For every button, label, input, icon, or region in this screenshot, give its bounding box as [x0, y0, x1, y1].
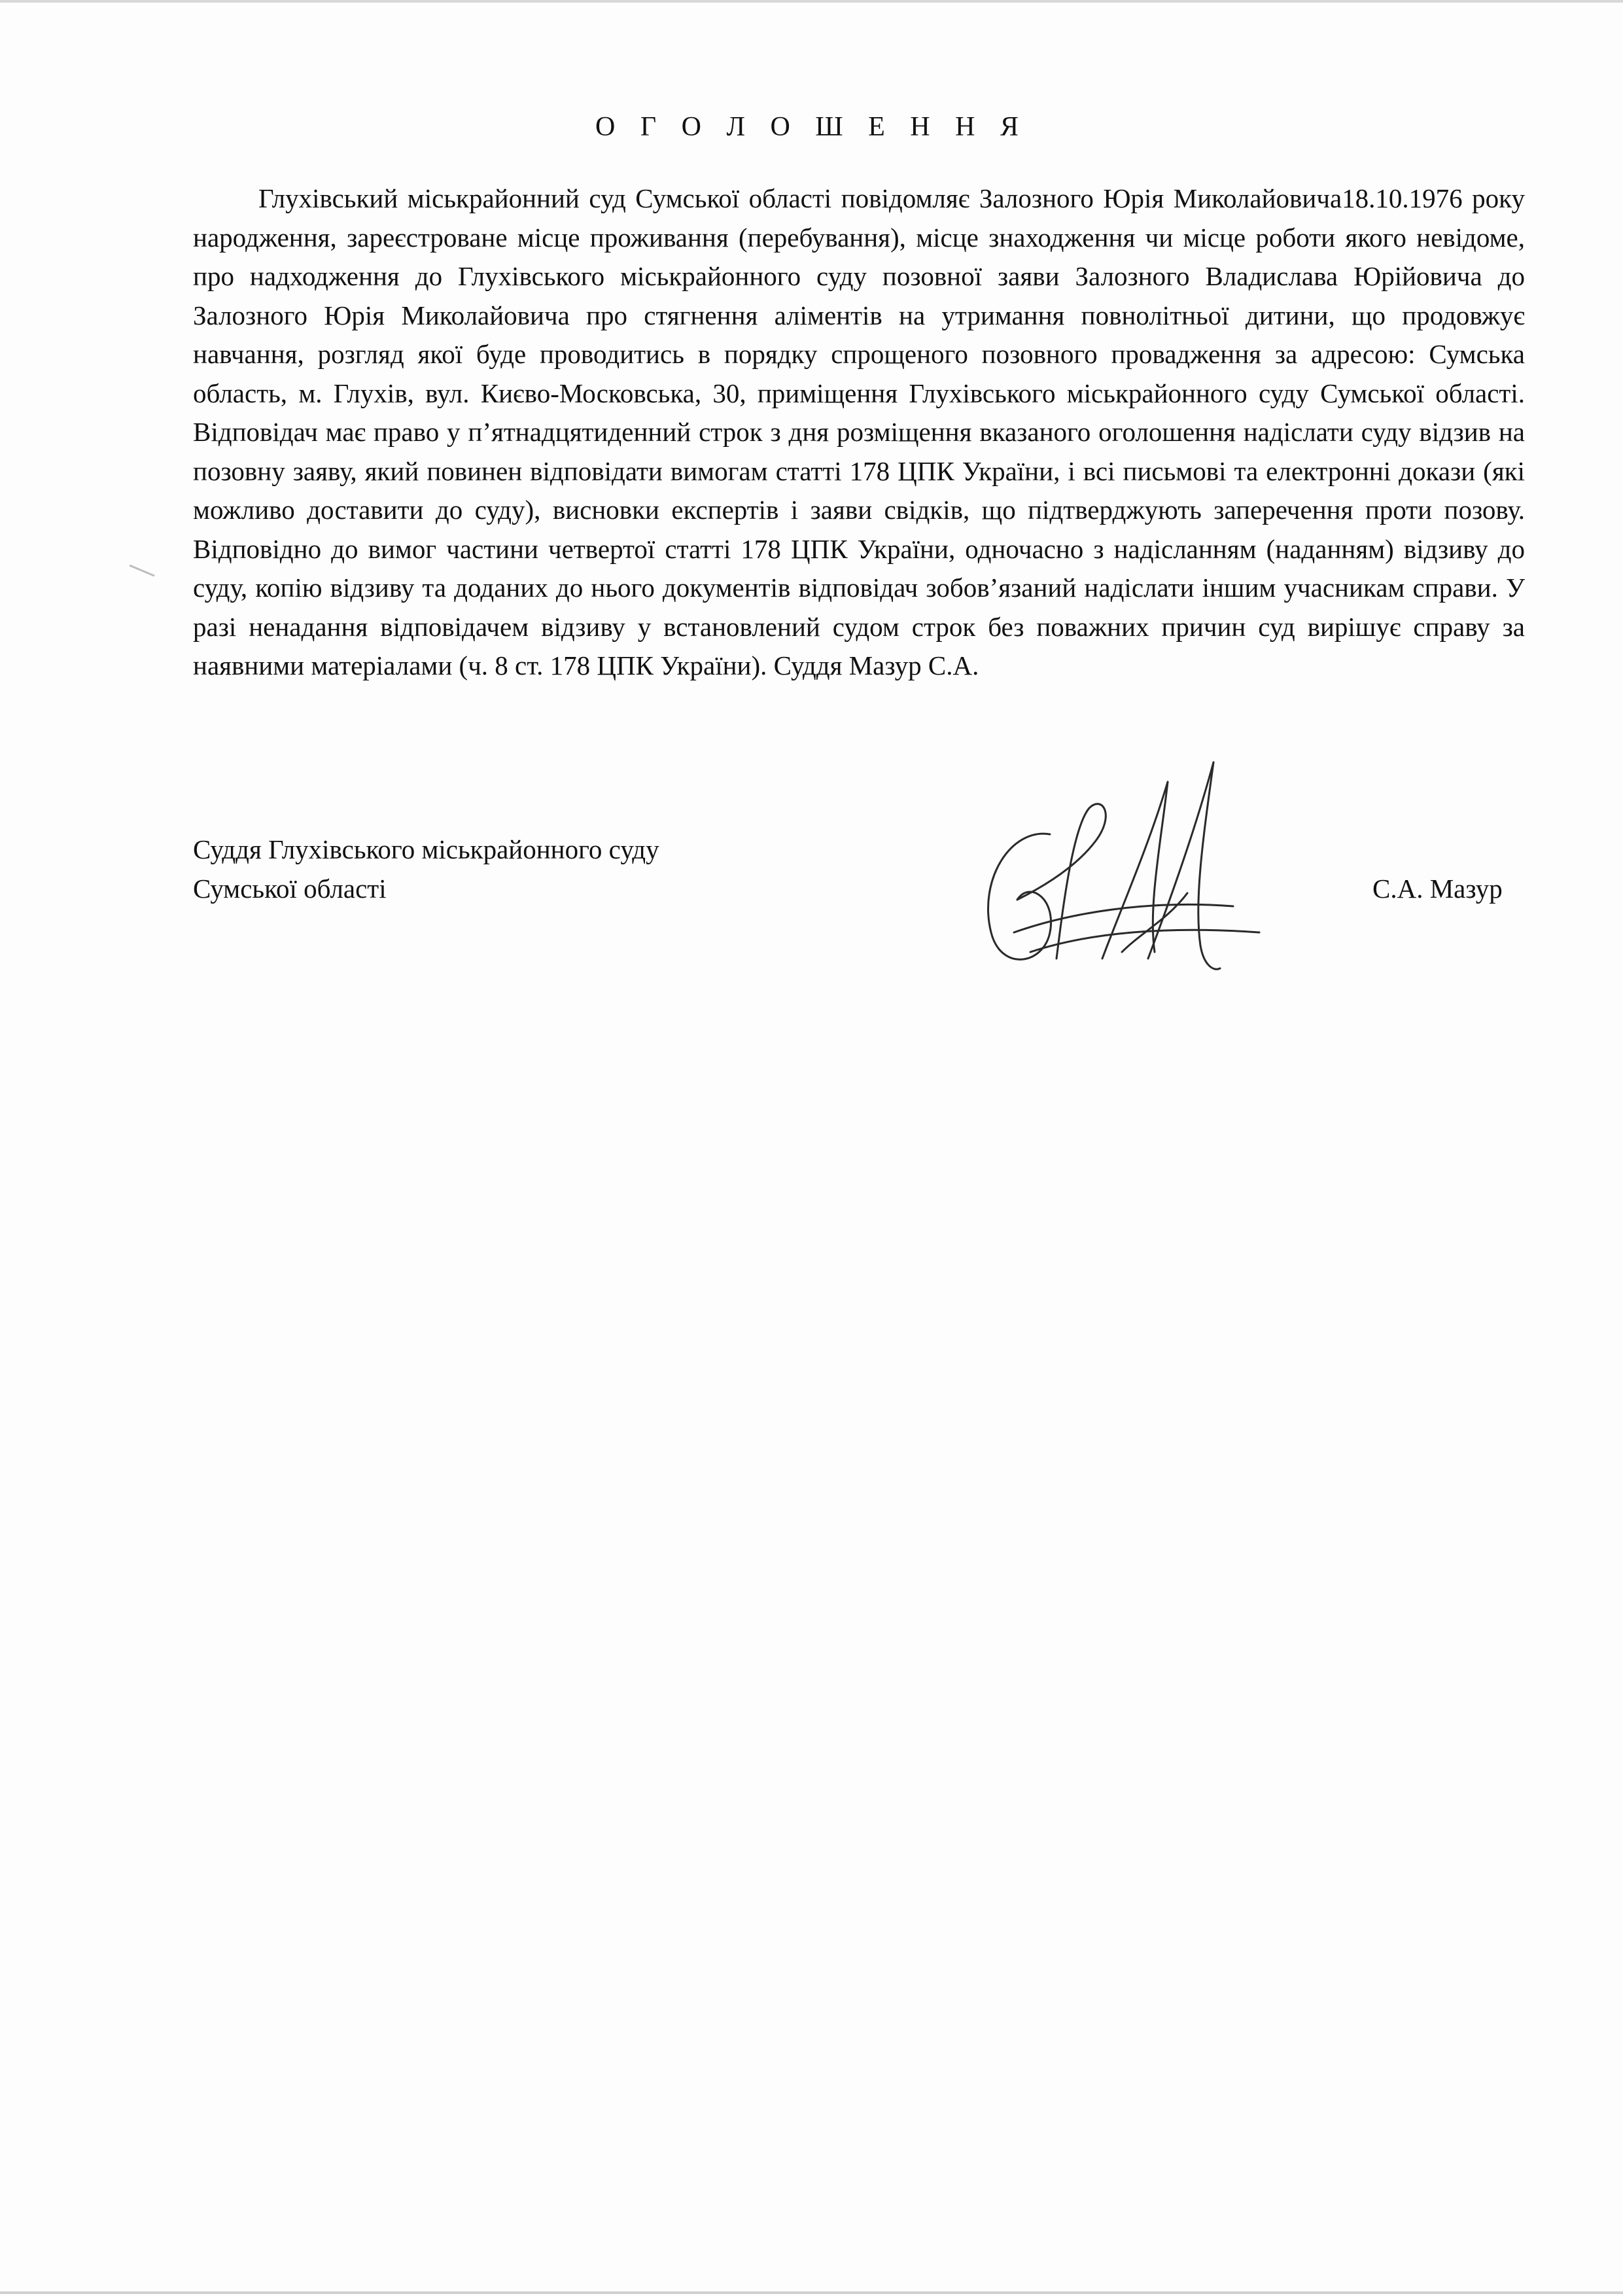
announcement-body: Глухівський міськрайонний суд Сумської області повідомляє Залозного Юрія Миколайовича18.10.1976 року народження, зареєстроване місце проживання (перебування), місце знаходження чи місце роботи якого невідоме, про надходження до Глухівського міськрайонного суду позовної заяви Залозного Владислава Юрійовича до Залозного Юрія Миколайовича про стягнення аліментів на утримання повнолітньої дитини, що продовжує навчання, розгляд якої буде проводитись в порядку спрощеного позовного провадження за адресою: Сумська область, м. Глухів, вул. Києво-Московська, 30, приміщення Глухівського міськрайонного суду Сумської області. Відповідач має право у п’ятнадцятиденний строк з дня розміщення вказаного оголошення надіслати суду відзив на позовну заяву, який повинен відповідати вимогам статті 178 ЦПК України, і всі письмові та електронні докази (які можливо доставити до суду), висновки експертів і заяви свідків, що підтверджують заперечення проти позову. Відповідно до вимог частини четвертої статті 178 ЦПК України, одночасно з надісланням (наданням) відзиву до суду, копію відзиву та доданих до нього документів відповідач зобов’язаний надіслати іншим учасникам справи. У разі ненадання відповідачем відзиву у встановлений судом строк без поважних причин суд вирішує справу за наявними матеріалами (ч. 8 ст. 178 ЦПК України). Суддя Мазур С.А. [193, 183, 1525, 680]
scan-edge-top [0, 0, 1623, 3]
judge-name: С.А. Мазур [1372, 874, 1503, 904]
handwritten-signature [952, 736, 1292, 985]
judge-position [193, 830, 659, 908]
document-title: О Г О Л О Ш Е Н Н Я [595, 112, 1028, 142]
judge-position-line2: Сумської області [193, 874, 387, 904]
scan-edge-bottom [0, 2291, 1623, 2294]
judge-position-line1: Суддя Глухівського міськрайонного суду [193, 834, 659, 864]
scan-artifact-mark [128, 564, 157, 577]
